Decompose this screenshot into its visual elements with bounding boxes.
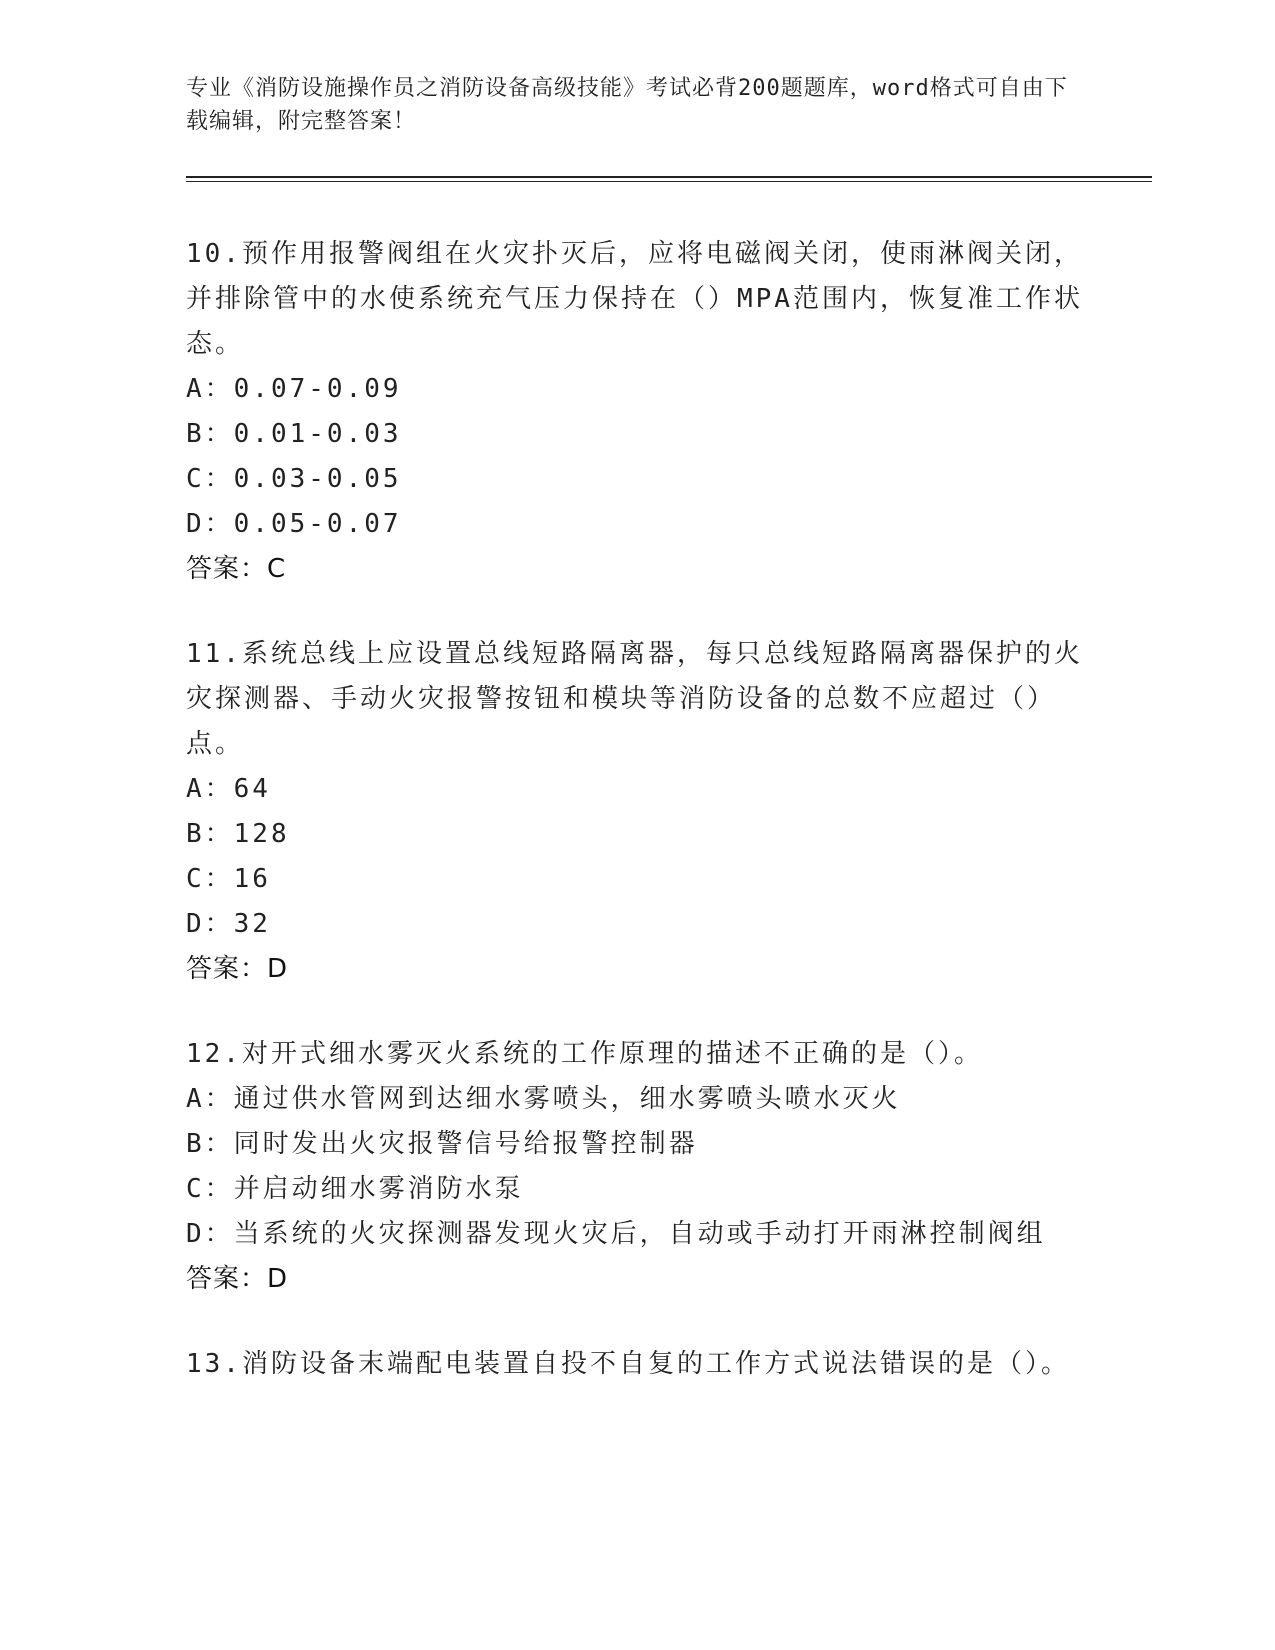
answer-label: 答案：D bbox=[186, 1264, 289, 1294]
answer-label: 答案：C bbox=[186, 554, 287, 584]
option-c: C：16 bbox=[186, 864, 271, 894]
question-11 bbox=[186, 632, 1086, 992]
question-list bbox=[186, 232, 1086, 1427]
option-a: A：通过供水管网到达细水雾喷头，细水雾喷头喷水灭火 bbox=[186, 1084, 901, 1114]
option-b: B：同时发出火灾报警信号给报警控制器 bbox=[186, 1129, 698, 1159]
header-divider-thick bbox=[186, 176, 1152, 178]
option-b: B：128 bbox=[186, 819, 290, 849]
question-12 bbox=[186, 1032, 1086, 1302]
option-a: A：0.07-0.09 bbox=[186, 374, 402, 404]
document-header: 专业《消防设施操作员之消防设备高级技能》考试必背200题题库，word格式可自由下载编辑，附完整答案！ bbox=[186, 76, 1068, 134]
option-b: B：0.01-0.03 bbox=[186, 419, 402, 449]
option-d: D：当系统的火灾探测器发现火灾后，自动或手动打开雨淋控制阀组 bbox=[186, 1219, 1046, 1249]
question-stem: 11.系统总线上应设置总线短路隔离器，每只总线短路隔离器保护的火灾探测器、手动火灾报警按钮和模块等消防设备的总数不应超过（）点。 bbox=[186, 639, 1083, 759]
option-d: D：32 bbox=[186, 909, 271, 939]
option-c: C：0.03-0.05 bbox=[186, 464, 402, 494]
question-stem: 12.对开式细水雾灭火系统的工作原理的描述不正确的是（）。 bbox=[186, 1039, 983, 1069]
answer-label: 答案：D bbox=[186, 954, 289, 984]
header-divider-thin bbox=[186, 181, 1152, 182]
question-stem: 13.消防设备末端配电装置自投不自复的工作方式说法错误的是（）。 bbox=[186, 1349, 1070, 1379]
option-a: A：64 bbox=[186, 774, 271, 804]
option-d: D：0.05-0.07 bbox=[186, 509, 402, 539]
option-c: C：并启动细水雾消防水泵 bbox=[186, 1174, 524, 1204]
question-stem: 10.预作用报警阀组在火灾扑灭后，应将电磁阀关闭，使雨淋阀关闭，并排除管中的水使系统充气压力保持在（）MPA范围内，恢复准工作状态。 bbox=[186, 239, 1083, 359]
question-10 bbox=[186, 232, 1086, 592]
question-13 bbox=[186, 1342, 1086, 1387]
